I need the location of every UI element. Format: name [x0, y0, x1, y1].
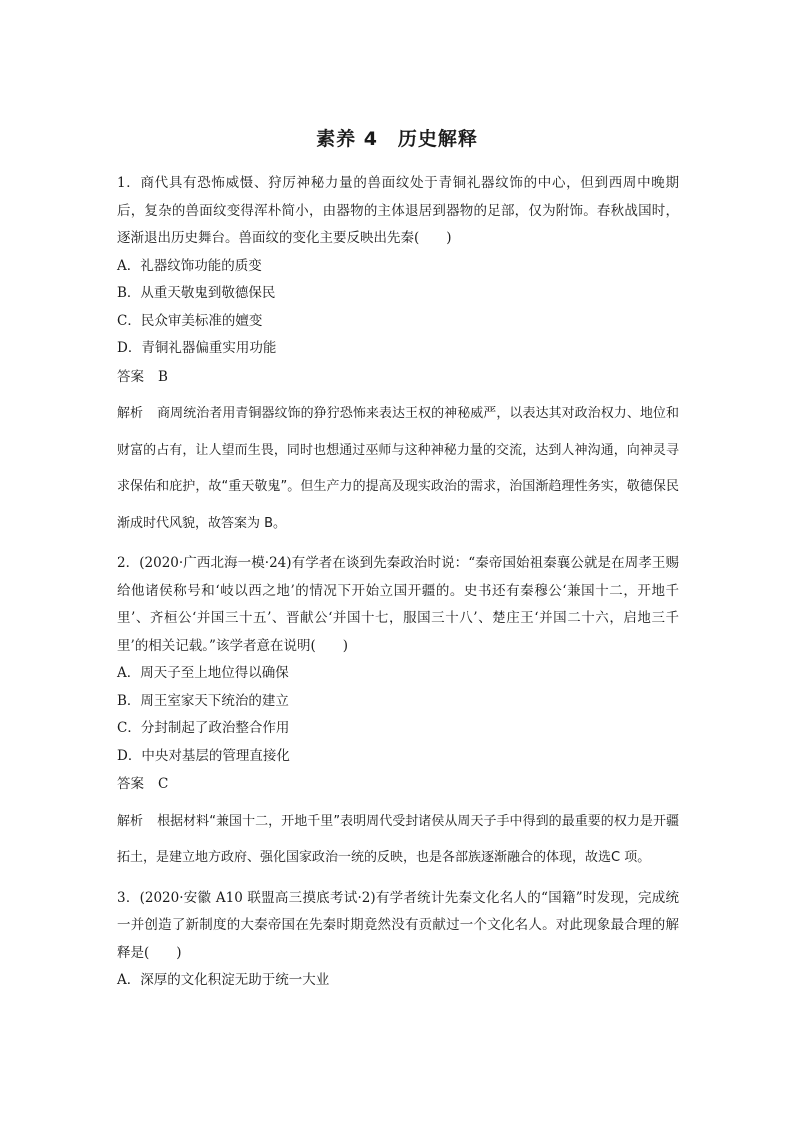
analysis-text: 商周统治者用青铜器纹饰的狰狞恐怖来表达王权的神秘威严，以表达其对政治权力、地位和财富的占有，让人望而生畏，同时也想通过巫师与这种神秘力量的交流，达到人神沟通，向神灵寻求保佑和庇护，故“重天敬鬼”。但生产力的提高及现实政治的需求，治国渐趋理性务实，敬德保民渐成时代风貌，故答案为 B。	[117, 406, 679, 531]
option-b: B．从重天敬鬼到敬德保民	[117, 285, 276, 301]
option-a: A．周天子至上地位得以确保	[117, 665, 289, 681]
option-c: C．民众审美标准的嬗变	[117, 312, 263, 329]
question-2	[117, 550, 679, 877]
option-a: A．礼器纹饰功能的质变	[117, 257, 262, 274]
option-d: D．中央对基层的管理直接化	[117, 747, 290, 764]
option-c: C．分封制起了政治整合作用	[117, 720, 290, 736]
analysis-label: 解析	[117, 813, 144, 829]
option-a: A．深厚的文化积淀无助于统一大业	[117, 972, 330, 988]
question-stem: 1．商代具有恐怖威慑、狩厉神秘力量的兽面纹处于青铜礼器纹饰的中心，但到西周中晚期后，复杂的兽面纹变得浑朴简小，由器物的主体退居到器物的足部，仅为附饰。春秋战国时，逐渐退出历史舞台。兽面纹的变化主要反映出先秦( )	[117, 175, 679, 246]
analysis-block	[117, 804, 679, 877]
content-body	[117, 170, 679, 1003]
answer-line	[117, 771, 679, 799]
answer-value: C	[158, 776, 169, 792]
answer-value: B	[158, 368, 168, 385]
answer-label: 答案	[117, 368, 144, 385]
analysis-text: 根据材料“兼国十二，开地千里”表明周代受封诸侯从周天子手中得到的最重要的权力是开疆拓土，是建立地方政府、强化国家政治一统的反映，也是各部族逐渐融合的体现，故选C 项。	[117, 813, 679, 865]
question-stem: 2．(2020·广西北海一模·24)有学者在谈到先秦政治时说：“秦帝国始祖秦襄公就是在周孝王赐给他诸侯称号和‘岐以西之地’的情况下开始立国开疆的。史书还有秦穆公‘兼国十二，开地千里’、齐桓公‘并国三十五’、晋献公‘并国十七，服国三十八’、楚庄王‘并国二十六，启地三千里’的相关记载。”该学者意在说明( )	[117, 555, 679, 654]
question-3	[117, 885, 679, 995]
page-title: 素养 4 历史解释	[316, 128, 478, 150]
option-d: D．青铜礼器偏重实用功能	[117, 340, 277, 356]
analysis-label: 解析	[117, 406, 144, 421]
question-1	[117, 170, 679, 542]
answer-label: 答案	[117, 776, 144, 792]
analysis-block	[117, 396, 679, 542]
option-b: B．周王室家天下统治的建立	[117, 692, 289, 709]
answer-line	[117, 364, 679, 392]
question-stem: 3．(2020·安徽 A10 联盟高三摸底考试·2)有学者统计先秦文化名人的“国籍”时发现，完成统一并创造了新制度的大秦帝国在先秦时期竟然没有贡献过一个文化名人。对此现象最合理的解释是( )	[117, 889, 679, 961]
